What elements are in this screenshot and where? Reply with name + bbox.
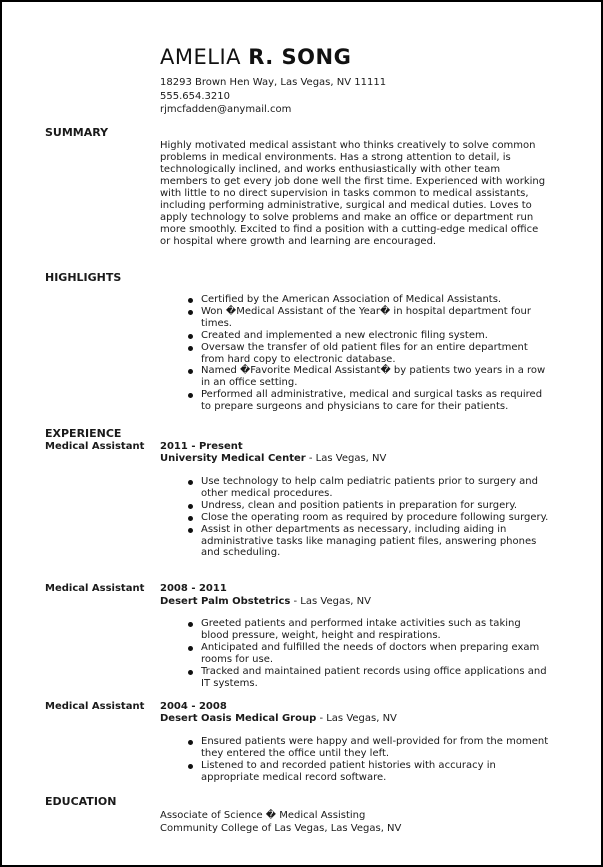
job-organization xyxy=(160,596,371,607)
address: 18293 Brown Hen Way, Las Vegas, NV 11111 xyxy=(160,77,387,88)
list-item: Listened to and recorded patient histories with accuracy in appropriate medical record software. xyxy=(185,760,550,784)
list-item: Assist in other departments as necessary, including aiding in administrative tasks like managing patient files, answering phones and scheduling. xyxy=(185,524,550,560)
job-dates: 2008 - 2011 xyxy=(160,583,227,594)
last-name: R. SONG xyxy=(248,45,352,69)
list-item: Greeted patients and performed intake activities such as taking blood pressure, weight, height and respirations. xyxy=(185,618,550,642)
highlights-list xyxy=(185,294,550,413)
job-title: Medical Assistant xyxy=(45,583,145,594)
school: Community College of Las Vegas, Las Vegas, NV xyxy=(160,822,402,834)
first-name: AMELIA xyxy=(160,45,242,69)
education-details xyxy=(160,810,401,835)
list-item: Undress, clean and position patients in preparation for surgery. xyxy=(185,500,550,512)
contact-info xyxy=(160,76,386,117)
list-item: Won �Medical Assistant of the Year� in hospital department four times. xyxy=(185,306,550,330)
degree: Associate of Science � Medical Assisting xyxy=(160,810,366,821)
organization-location: - Las Vegas, NV xyxy=(305,453,387,464)
job-duties-list xyxy=(185,736,550,784)
list-item: Certified by the American Association of Medical Assistants. xyxy=(185,294,550,306)
organization-location: - Las Vegas, NV xyxy=(290,596,371,607)
organization-name: Desert Oasis Medical Group xyxy=(160,713,317,724)
list-item: Oversaw the transfer of old patient files for an entire department from hard copy to electronic database. xyxy=(185,342,550,366)
summary-heading: SUMMARY xyxy=(45,126,109,139)
list-item: Tracked and maintained patient records using office applications and IT systems. xyxy=(185,666,550,690)
candidate-name xyxy=(160,45,351,69)
organization-name: Desert Palm Obstetrics xyxy=(160,596,291,607)
email: rjmcfadden@anymail.com xyxy=(160,104,292,115)
list-item: Anticipated and fulfilled the needs of doctors when preparing exam rooms for use. xyxy=(185,642,550,666)
job-organization xyxy=(160,453,386,464)
job-duties-list xyxy=(185,476,550,559)
job-dates: 2011 - Present xyxy=(160,441,243,452)
list-item: Created and implemented a new electronic filing system. xyxy=(185,330,550,342)
highlights-heading: HIGHLIGHTS xyxy=(45,271,122,284)
job-title: Medical Assistant xyxy=(45,701,145,712)
job-title: Medical Assistant xyxy=(45,441,145,452)
phone: 555.654.3210 xyxy=(160,90,230,102)
job-duties-list xyxy=(185,618,550,689)
list-item: Performed all administrative, medical and surgical tasks as required to prepare surgeons and physicians to care for their patients. xyxy=(185,389,550,413)
job-organization xyxy=(160,713,397,724)
education-heading: EDUCATION xyxy=(45,795,117,808)
list-item: Ensured patients were happy and well-provided for from the moment they entered the office until they left. xyxy=(185,736,550,760)
list-item: Named �Favorite Medical Assistant� by patients two years in a row in an office setting. xyxy=(185,365,550,389)
summary-text: Highly motivated medical assistant who thinks creatively to solve common problems in medical environments. Has a strong attention to detail, is technologically inclined, and works enthusiastically with other team members to get every job done well the first time. Experienced with working with little to no direct supervision in tasks common to medical assistants, including performing administrative, surgical and medical duties. Loves to apply technology to solve problems and make an office or department run more smoothly. Excited to find a position with a cutting-edge medical office or hospital where growth and learning are encouraged. xyxy=(160,140,546,247)
list-item: Use technology to help calm pediatric patients prior to surgery and other medical procedures. xyxy=(185,476,550,500)
organization-location: - Las Vegas, NV xyxy=(316,713,397,724)
job-dates: 2004 - 2008 xyxy=(160,701,227,712)
experience-heading: EXPERIENCE xyxy=(45,427,122,440)
organization-name: University Medical Center xyxy=(160,453,306,464)
list-item: Close the operating room as required by procedure following surgery. xyxy=(185,512,550,524)
